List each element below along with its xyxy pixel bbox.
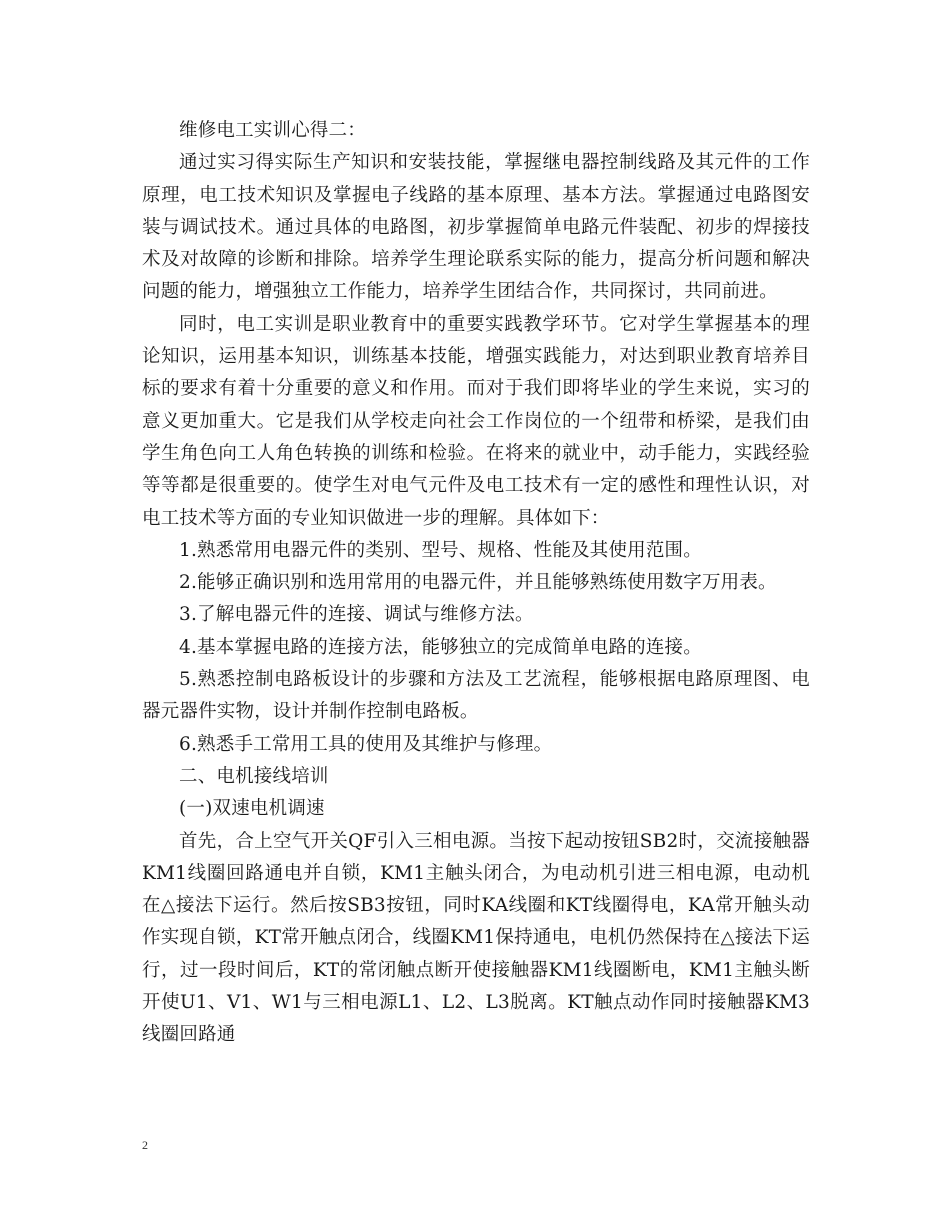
list-item: 2.能够正确识别和选用常用的电器元件，并且能够熟练使用数字万用表。 (179, 572, 777, 594)
section-heading: 二、电机接线培训 (179, 765, 329, 787)
page-number: 2 (142, 1138, 148, 1152)
body-paragraph: 通过实习得实际生产知识和安装技能，掌握继电器控制线路及其元件的工作原理，电工技术知识及掌握电子线路的基本原理、基本方法。掌握通过电路图安装与调试技术。通过具体的电路图，初步掌握简单电路元件装配、初步的焊接技术及对故障的诊断和排除。培养学生理论联系实际的能力，提高分析问题和解决问题的能力，增强独立工作能力，培养学生团结合作，共同探讨，共同前进。 (142, 152, 810, 303)
list-item: 3.了解电器元件的连接、调试与维修方法。 (179, 604, 534, 626)
section-heading: 维修电工实训心得二： (179, 120, 367, 141)
list-item: 6.熟悉手工常用工具的使用及其维护与修理。 (179, 733, 553, 755)
list-item: 5.熟悉控制电路板设计的步骤和方法及工艺流程，能够根据电路原理图、电器元器件实物，设计并制作控制电路板。 (142, 669, 810, 723)
list-item: 1.熟悉常用电器元件的类别、型号、规格、性能及其使用范围。 (179, 539, 702, 561)
document-body (142, 115, 810, 1052)
subsection-heading: (一)双速电机调速 (179, 798, 325, 820)
list-item: 4.基本掌握电路的连接方法，能够独立的完成简单电路的连接。 (179, 636, 702, 658)
body-paragraph: 首先，合上空气开关QF引入三相电源。当按下起动按钮SB2时，交流接触器KM1线圈回路通电并自锁，KM1主触头闭合，为电动机引进三相电源，电动机在△接法下运行。然后按SB3按钮，同时KA线圈和KT线圈得电，KA常开触头动作实现自锁，KT常开触点闭合，线圈KM1保持通电，电机仍然保持在△接法下运行，过一段时间后，KT的常闭触点断开使接触器KM1线圈断电，KM1主触头断开使U1、V1、W1与三相电源L1、L2、L3脱离。KT触点动作同时接触器KM3线圈回路通 (142, 830, 810, 1046)
body-paragraph: 同时，电工实训是职业教育中的重要实践教学环节。它对学生掌握基本的理论知识，运用基本知识，训练基本技能，增强实践能力，对达到职业教育培养目标的要求有着十分重要的意义和作用。而对于我们即将毕业的学生来说，实习的意义更加重大。它是我们从学校走向社会工作岗位的一个纽带和桥梁，是我们由学生角色向工人角色转换的训练和检验。在将来的就业中，动手能力，实践经验等等都是很重要的。使学生对电气元件及电工技术有一定的感性和理性认识，对电工技术等方面的专业知识做进一步的理解。具体如下： (142, 313, 810, 529)
